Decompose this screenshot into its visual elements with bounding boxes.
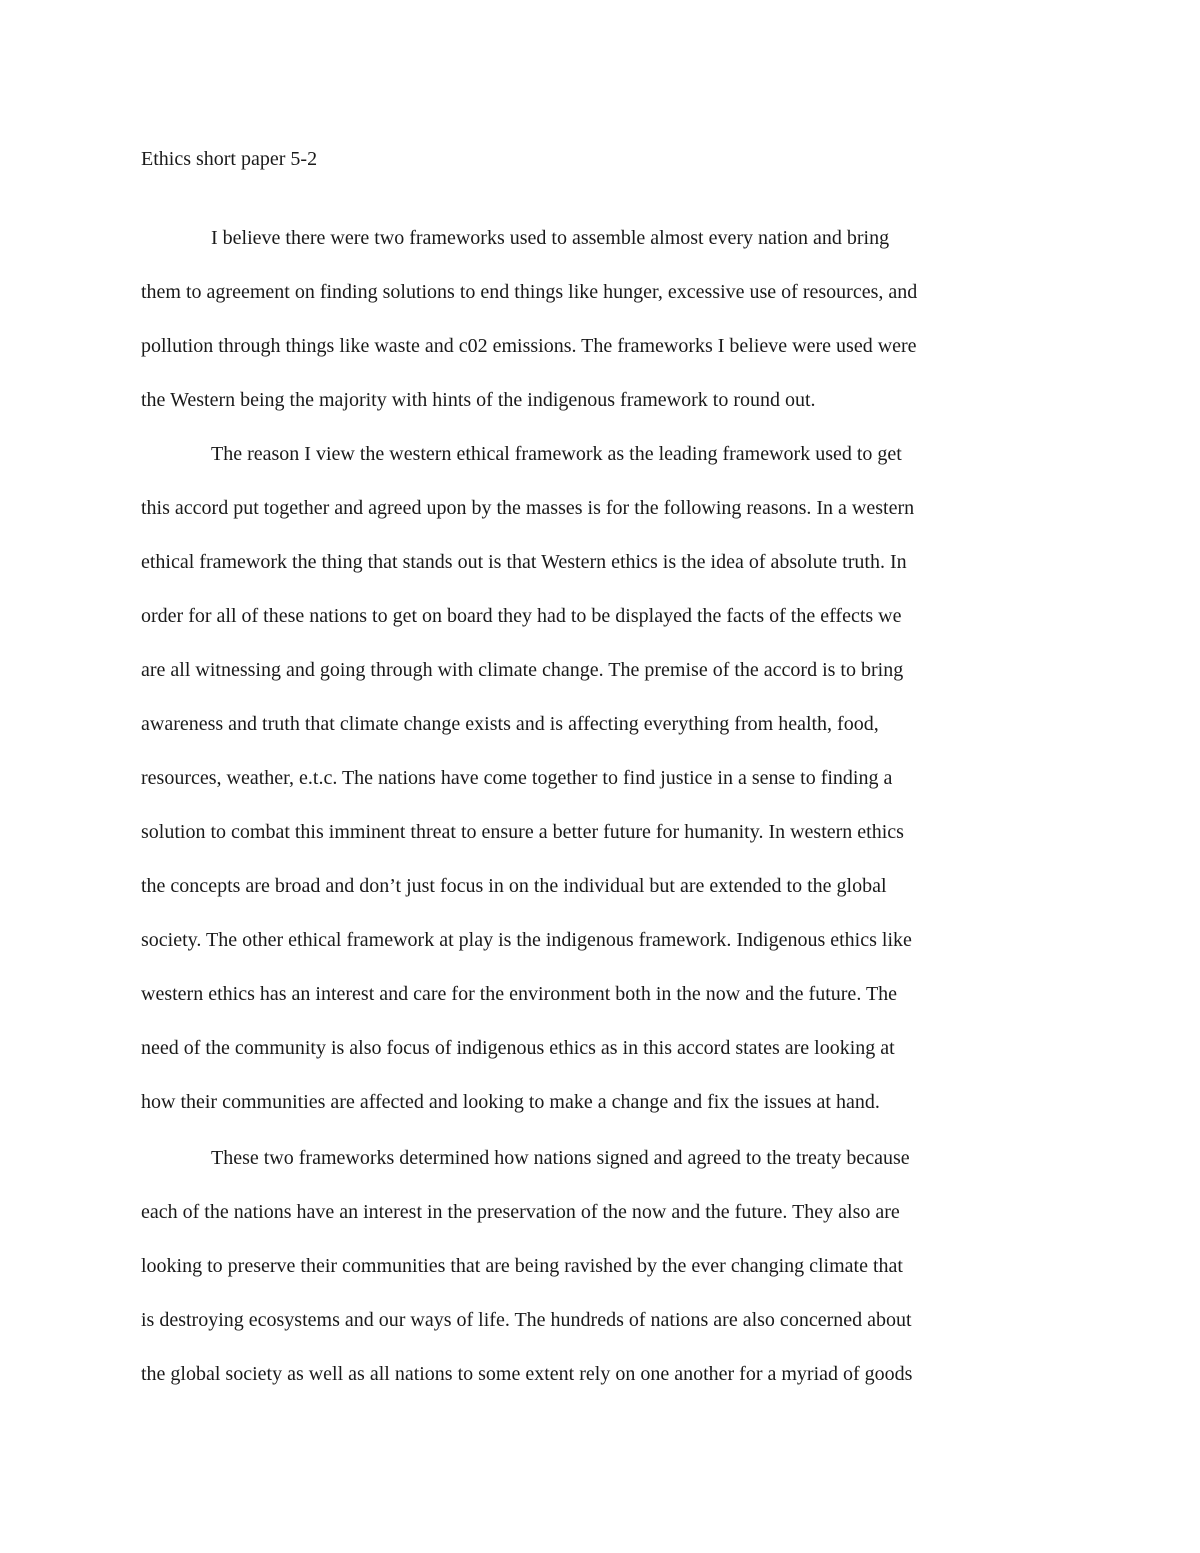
document-title: Ethics short paper 5-2 bbox=[141, 148, 318, 170]
paragraph-2-line-4: order for all of these nations to get on board they had to be displayed the facts of the effects we bbox=[141, 605, 902, 627]
paragraph-2-line-2: this accord put together and agreed upon by the masses is for the following reasons. In a western bbox=[141, 497, 915, 519]
paragraph-2-line-10: society. The other ethical framework at play is the indigenous framework. Indigenous ethics like bbox=[141, 929, 912, 951]
paragraph-2-line-13: how their communities are affected and looking to make a change and fix the issues at hand. bbox=[141, 1091, 880, 1113]
paragraph-3-line-3: looking to preserve their communities that are being ravished by the ever changing climate that bbox=[141, 1255, 903, 1277]
paragraph-1-line-1: I believe there were two frameworks used to assemble almost every nation and bring bbox=[211, 227, 890, 249]
paragraph-3-line-4: is destroying ecosystems and our ways of life. The hundreds of nations are also concerned about bbox=[141, 1309, 912, 1331]
paragraph-2-line-1: The reason I view the western ethical framework as the leading framework used to get bbox=[211, 443, 902, 465]
paragraph-2-line-8: solution to combat this imminent threat to ensure a better future for humanity. In western ethics bbox=[141, 821, 904, 843]
paragraph-3-line-2: each of the nations have an interest in the preservation of the now and the future. They also are bbox=[141, 1201, 900, 1223]
paragraph-2-line-7: resources, weather, e.t.c. The nations have come together to find justice in a sense to finding a bbox=[141, 767, 893, 789]
paragraph-2-line-3: ethical framework the thing that stands out is that Western ethics is the idea of absolute truth. In bbox=[141, 551, 907, 573]
paragraph-2-line-5: are all witnessing and going through with climate change. The premise of the accord is to bring bbox=[141, 659, 904, 681]
paragraph-2-line-9: the concepts are broad and don’t just focus in on the individual but are extended to the global bbox=[141, 875, 887, 897]
paragraph-3-line-5: the global society as well as all nations to some extent rely on one another for a myriad of goods bbox=[141, 1363, 913, 1385]
paragraph-2-line-11: western ethics has an interest and care for the environment both in the now and the future. The bbox=[141, 983, 898, 1005]
paragraph-1-line-2: them to agreement on finding solutions to end things like hunger, excessive use of resources, and bbox=[141, 281, 918, 303]
paragraph-2-line-12: need of the community is also focus of indigenous ethics as in this accord states are looking at bbox=[141, 1037, 895, 1059]
paragraph-1-line-3: pollution through things like waste and c02 emissions. The frameworks I believe were used were bbox=[141, 335, 917, 357]
paragraph-2-line-6: awareness and truth that climate change exists and is affecting everything from health, food, bbox=[141, 713, 879, 735]
paragraph-3-line-1: These two frameworks determined how nations signed and agreed to the treaty because bbox=[211, 1147, 910, 1169]
paragraph-1-line-4: the Western being the majority with hints of the indigenous framework to round out. bbox=[141, 389, 816, 411]
